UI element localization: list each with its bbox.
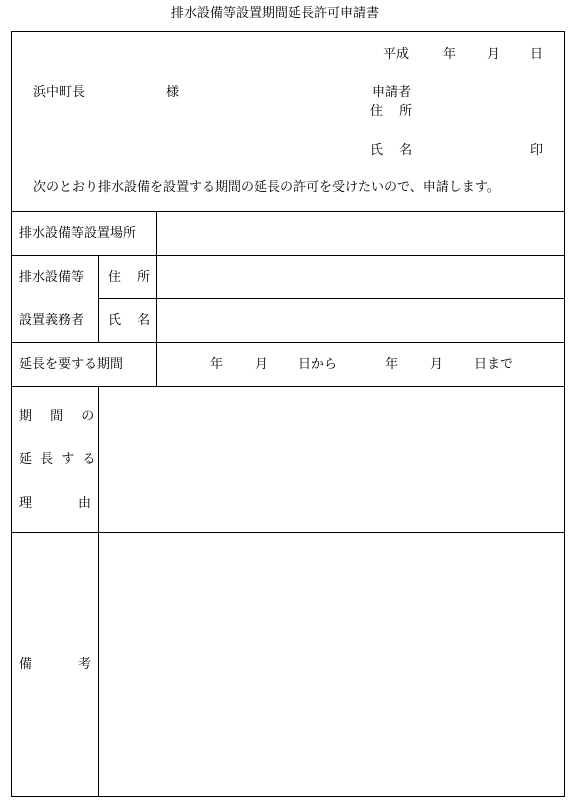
applicant-name-label: 氏 名 <box>370 143 419 158</box>
reason-label-line4: 由 <box>78 496 92 511</box>
obligor-address-field[interactable] <box>158 257 563 297</box>
obligor-address-label: 住 所 <box>108 270 157 285</box>
divider-obligor-mid <box>98 298 565 299</box>
obligor-label-line1: 排水設備等 <box>19 270 85 285</box>
date-day-label: 日 <box>530 47 544 62</box>
period-label: 延長を要する期間 <box>19 357 124 372</box>
reason-label-line1: 期 間 の <box>19 409 102 424</box>
date-era: 平成 <box>383 47 410 62</box>
divider-location <box>11 255 565 256</box>
date-month-label: 月 <box>487 47 501 62</box>
divider-period-col <box>156 342 157 386</box>
remarks-label-line1: 備 <box>19 657 33 672</box>
divider-header <box>11 211 565 212</box>
obligor-name-label: 氏 名 <box>108 313 157 328</box>
remarks-label-line2: 考 <box>78 657 92 672</box>
seal-mark: 印 <box>530 143 544 158</box>
remarks-field[interactable] <box>100 534 563 794</box>
reason-label-line3: 理 <box>19 496 33 511</box>
divider-period <box>11 386 565 387</box>
period-to-day: 日まで <box>474 357 514 372</box>
applicant-label: 申請者 <box>372 85 412 100</box>
location-label: 排水設備等設置場所 <box>19 226 137 241</box>
divider-reason-col <box>98 386 99 796</box>
divider-obligor-col <box>98 255 99 342</box>
period-to-month: 月 <box>430 357 444 372</box>
date-year-label: 年 <box>443 47 457 62</box>
divider-obligor <box>11 342 565 343</box>
period-from-year: 年 <box>210 357 224 372</box>
obligor-name-field[interactable] <box>158 300 563 340</box>
period-from-month: 月 <box>255 357 269 372</box>
divider-obligor-value-col <box>156 255 157 342</box>
period-from-day: 日から <box>298 357 338 372</box>
reason-field[interactable] <box>100 388 563 530</box>
applicant-address-label: 住 所 <box>370 104 419 119</box>
location-field[interactable] <box>158 213 563 253</box>
application-statement: 次のとおり排水設備を設置する期間の延長の許可を受けたいので、申請します。 <box>33 180 500 195</box>
divider-location-col <box>156 211 157 255</box>
divider-reason <box>11 532 565 533</box>
period-to-year: 年 <box>385 357 399 372</box>
honorific: 様 <box>166 85 180 100</box>
reason-label-line2: 延 長 す る <box>19 452 98 467</box>
addressee: 浜中町長 <box>33 85 86 100</box>
form-title: 排水設備等設置期間延長許可申請書 <box>171 6 380 21</box>
obligor-label-line2: 設置義務者 <box>19 313 85 328</box>
